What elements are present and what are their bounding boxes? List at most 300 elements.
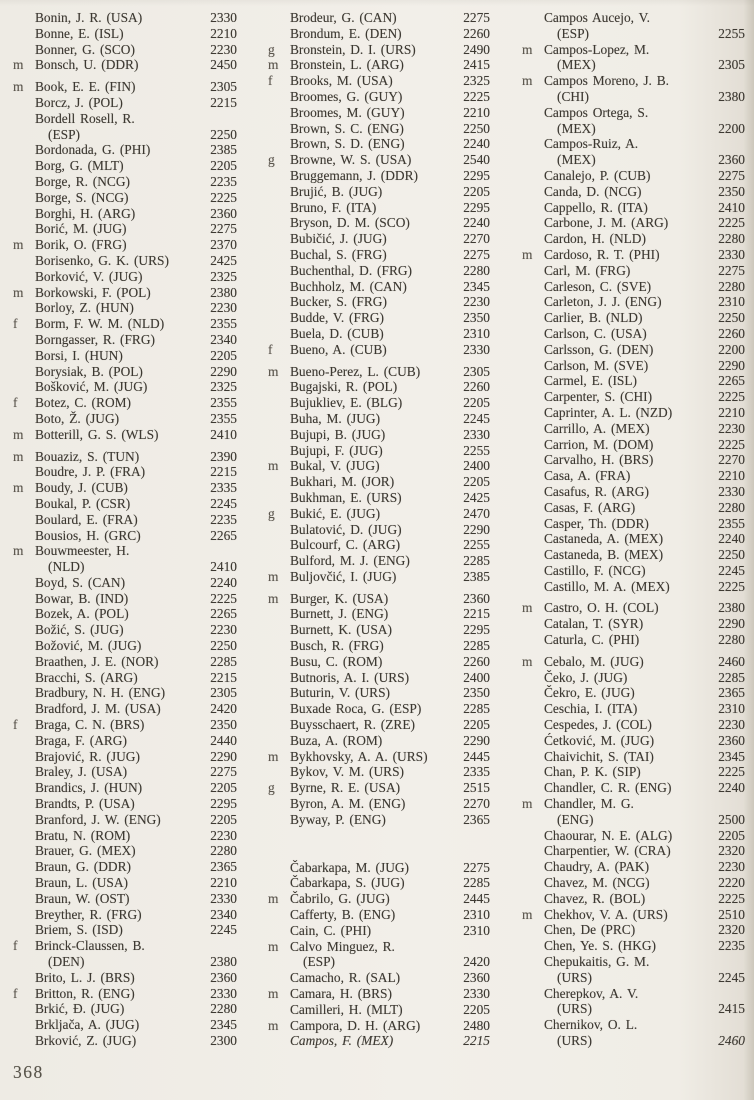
rating-list-entry: [522, 986, 745, 1018]
title-prefix: g: [268, 780, 275, 796]
rating-list-entry: [268, 506, 490, 522]
rating-list-entry: [522, 859, 745, 875]
rating-list-entry: [13, 922, 237, 938]
player-rating: 2250: [210, 638, 237, 654]
rating-list-entry: [268, 247, 490, 263]
player-rating: 2440: [210, 732, 237, 748]
player-name: Braun, W. (OST): [35, 890, 130, 906]
rating-list-entry: [268, 263, 490, 279]
title-prefix: [268, 310, 290, 326]
title-prefix: [13, 158, 35, 174]
rating-list-entry: [13, 670, 237, 686]
player-rating: 2245: [463, 410, 490, 426]
title-prefix: [268, 121, 290, 137]
player-rating: 2365: [463, 811, 490, 827]
player-name: Bratu, N. (ROM): [35, 827, 131, 843]
title-prefix: [13, 364, 35, 380]
player-rating: 2210: [718, 468, 745, 484]
prefix-spacer: [268, 954, 290, 970]
title-prefix: [268, 105, 290, 121]
rating-list-entry: [13, 986, 237, 1002]
player-name: Cherepkov, A. V.: [544, 985, 639, 1001]
rating-list-entry: [13, 221, 237, 237]
player-rating: 2445: [463, 891, 490, 907]
rating-list-entry: [522, 764, 745, 780]
player-name: Bouaziz, S. (TUN): [35, 448, 140, 464]
player-name: Chandler, M. G.: [544, 796, 634, 812]
player-name: Britton, R. (ENG): [35, 985, 135, 1001]
rating-list-entry: [13, 253, 237, 269]
player-rating: 2230: [210, 300, 237, 316]
player-name: Brujić, B. (JUG): [290, 183, 383, 199]
player-name: Chernikov, O. L.: [544, 1017, 638, 1033]
player-name: Buljovčić, I. (JUG): [290, 568, 397, 584]
rating-list-entry: [522, 616, 745, 632]
player-rating: 2230: [718, 717, 745, 733]
rating-list-entry: [522, 294, 745, 310]
rating-list-entry: [522, 468, 745, 484]
prefix-spacer: [522, 1001, 544, 1017]
player-federation: (DEN): [48, 954, 85, 970]
player-name: Bujukliev, E. (BLG): [290, 395, 403, 411]
player-rating: 2265: [210, 606, 237, 622]
player-name: Bukić, E. (JUG): [290, 505, 381, 521]
player-name: Campos Ortega, S.: [544, 104, 649, 120]
player-rating: 2255: [463, 537, 490, 553]
rating-list-entry: [268, 42, 490, 58]
player-name: Carlson, C. (USA): [544, 325, 647, 341]
player-rating: 2460: [718, 653, 745, 669]
title-prefix: f: [13, 717, 18, 733]
player-name: Bouwmeester, H.: [35, 543, 130, 559]
player-name: Campora, D. H. (ARG): [290, 1017, 421, 1033]
player-rating: 2270: [463, 231, 490, 247]
rating-list-entry: [522, 938, 745, 954]
player-rating: 2285: [463, 875, 490, 891]
player-name: Bonne, E. (ISL): [35, 25, 124, 41]
player-rating: 2380: [718, 600, 745, 616]
title-prefix: [522, 105, 544, 121]
rating-list-entry: [522, 563, 745, 579]
player-rating: 2310: [463, 325, 490, 341]
title-prefix: [268, 443, 290, 459]
player-rating: 2230: [463, 294, 490, 310]
player-name: Božić, S. (JUG): [35, 622, 124, 638]
rating-list-entry: [13, 907, 237, 923]
title-prefix: m: [13, 448, 24, 464]
player-rating: 2270: [463, 796, 490, 812]
title-prefix: [13, 622, 35, 638]
rating-list-entry: [268, 591, 490, 607]
title-prefix: [522, 579, 544, 595]
player-name: Borg, G. (MLT): [35, 158, 124, 174]
player-name: Busch, R. (FRG): [290, 638, 384, 654]
title-prefix: [13, 780, 35, 796]
title-prefix: [522, 373, 544, 389]
rating-list-entry: [13, 285, 237, 301]
title-prefix: m: [522, 73, 533, 89]
title-prefix: f: [13, 395, 18, 411]
rating-list-entry: [13, 10, 237, 26]
title-prefix: [522, 922, 544, 938]
rating-list-entry: [13, 575, 237, 591]
player-rating: 2230: [210, 41, 237, 57]
player-rating: 2390: [210, 448, 237, 464]
title-prefix: [268, 200, 290, 216]
title-prefix: [268, 606, 290, 622]
title-prefix: m: [268, 986, 279, 1002]
title-prefix: [13, 174, 35, 190]
rating-list-entry: [268, 474, 490, 490]
player-rating: 2480: [463, 1017, 490, 1033]
player-name: Braga, F. (ARG): [35, 732, 127, 748]
player-name: Carpenter, S. (CHI): [544, 389, 653, 405]
player-rating: 2425: [210, 252, 237, 268]
player-rating: 2300: [210, 1033, 237, 1048]
title-prefix: [522, 484, 544, 500]
player-rating: 2295: [463, 199, 490, 215]
player-rating: 2220: [718, 875, 745, 891]
player-rating: 2205: [463, 717, 490, 733]
rating-list-entry: [13, 859, 237, 875]
rating-list-entry: [522, 516, 745, 532]
player-name: Carlier, B. (NLD): [544, 310, 643, 326]
player-rating: 2205: [463, 474, 490, 490]
player-name: Campos Moreno, J. B.: [544, 73, 670, 89]
title-prefix: [522, 986, 544, 1002]
rating-list-entry: [268, 342, 490, 358]
player-name: Ceschia, I. (ITA): [544, 701, 638, 717]
title-prefix: [268, 860, 290, 876]
rating-list-entry: [268, 875, 490, 891]
player-name: Bradbury, N. H. (ENG): [35, 685, 166, 701]
player-rating: 2335: [463, 764, 490, 780]
player-rating: 2290: [210, 363, 237, 379]
player-name: Casas, F. (ARG): [544, 499, 636, 515]
player-name: Borge, S. (NCG): [35, 189, 129, 205]
title-prefix: [13, 1033, 35, 1049]
player-rating: 2470: [463, 505, 490, 521]
player-rating: 2250: [718, 547, 745, 563]
title-prefix: [13, 764, 35, 780]
title-prefix: [522, 717, 544, 733]
player-name: Charpentier, W. (CRA): [544, 843, 671, 859]
title-prefix: [268, 294, 290, 310]
rating-list-entry: [13, 190, 237, 206]
player-name: Bykov, V. M. (URS): [290, 764, 405, 780]
title-prefix: [13, 970, 35, 986]
player-rating: 2345: [463, 278, 490, 294]
title-prefix: [522, 168, 544, 184]
title-prefix: [268, 10, 290, 26]
title-prefix: [522, 468, 544, 484]
title-prefix: [13, 733, 35, 749]
player-rating: 2275: [463, 859, 490, 875]
title-prefix: m: [13, 79, 24, 95]
title-prefix: [268, 764, 290, 780]
player-rating: 2245: [210, 922, 237, 938]
rating-list-entry: [268, 310, 490, 326]
title-prefix: [522, 358, 544, 374]
player-name: Bukal, V. (JUG): [290, 458, 380, 474]
rating-list-entry: [268, 105, 490, 121]
rating-list-entry: [522, 358, 745, 374]
player-federation: (MEX): [557, 120, 596, 136]
player-rating: 2330: [463, 426, 490, 442]
title-prefix: [13, 111, 35, 127]
player-rating: 2490: [463, 41, 490, 57]
rating-list-column-2: [268, 10, 490, 1049]
player-rating: 2325: [463, 73, 490, 89]
player-name: Casafus, R. (ARG): [544, 483, 649, 499]
player-name: Calvo Minguez, R.: [290, 938, 395, 954]
title-prefix: [522, 421, 544, 437]
player-rating: 2385: [210, 142, 237, 158]
player-name: Borkowski, F. (POL): [35, 284, 151, 300]
rating-list-entry: [268, 606, 490, 622]
title-prefix: [13, 907, 35, 923]
player-rating: 2420: [210, 701, 237, 717]
player-name: Bykhovsky, A. A. (URS): [290, 748, 428, 764]
title-prefix: [13, 10, 35, 26]
player-name: Book, E. E. (FIN): [35, 79, 136, 95]
title-prefix: [268, 638, 290, 654]
rating-list-entry: [268, 490, 490, 506]
title-prefix: [13, 891, 35, 907]
rating-list-entry: [522, 310, 745, 326]
title-prefix: [268, 215, 290, 231]
rating-list-entry: [13, 480, 237, 496]
title-prefix: [268, 733, 290, 749]
rating-list-entry: [13, 701, 237, 717]
player-name: Brkić, Đ. (JUG): [35, 1001, 125, 1017]
player-rating: 2215: [210, 464, 237, 480]
title-prefix: [268, 263, 290, 279]
player-rating: 2215: [463, 606, 490, 622]
rating-list-entry: [522, 105, 745, 137]
title-prefix: [522, 859, 544, 875]
title-prefix: m: [13, 543, 24, 559]
title-prefix: [13, 512, 35, 528]
title-prefix: [268, 279, 290, 295]
player-rating: 2275: [718, 167, 745, 183]
prefix-spacer: [13, 954, 35, 970]
title-prefix: g: [268, 152, 275, 168]
rating-list-entry: [268, 733, 490, 749]
rating-list-entry: [522, 484, 745, 500]
player-rating: 2245: [718, 969, 745, 985]
player-rating: 2330: [463, 341, 490, 357]
player-rating: 2540: [463, 152, 490, 168]
rating-list-entry: [268, 294, 490, 310]
rating-list-entry: [268, 1033, 490, 1049]
player-rating: 2235: [210, 173, 237, 189]
rating-list-entry: [13, 875, 237, 891]
prefix-spacer: [522, 121, 544, 137]
rating-list-entry: [268, 73, 490, 89]
title-prefix: [268, 168, 290, 184]
title-prefix: [13, 575, 35, 591]
player-name: Breyther, R. (FRG): [35, 906, 142, 922]
title-prefix: f: [13, 938, 18, 954]
player-name: Braun, G. (DDR): [35, 859, 131, 875]
player-name: Brandts, P. (USA): [35, 796, 135, 812]
player-rating: 2380: [210, 284, 237, 300]
title-prefix: m: [522, 796, 533, 812]
player-name: Chekhov, V. A. (URS): [544, 906, 668, 922]
player-rating: 2275: [463, 10, 490, 25]
rating-list-entry: [13, 1017, 237, 1033]
player-rating: 2230: [210, 827, 237, 843]
rating-list-entry: [13, 591, 237, 607]
title-prefix: m: [268, 590, 279, 606]
rating-list-entry: [522, 215, 745, 231]
player-name: Čabarkapa, S. (JUG): [290, 875, 405, 891]
title-prefix: m: [13, 480, 24, 496]
player-rating: 2260: [463, 25, 490, 41]
prefix-spacer: [522, 1033, 544, 1049]
title-prefix: [13, 828, 35, 844]
player-rating: 2280: [210, 843, 237, 859]
rating-list-entry: [268, 10, 490, 26]
player-name: Brown, S. C. (ENG): [290, 120, 404, 136]
title-prefix: [268, 717, 290, 733]
rating-list-entry: [522, 10, 745, 42]
title-prefix: [522, 500, 544, 516]
rating-list-entry: [522, 373, 745, 389]
player-name: Borsi, I. (HUN): [35, 347, 123, 363]
title-prefix: [268, 184, 290, 200]
title-prefix: [13, 26, 35, 42]
title-prefix: [522, 875, 544, 891]
title-prefix: [13, 42, 35, 58]
player-name: Bordell Rosell, R.: [35, 110, 135, 126]
player-name: Borge, R. (NCG): [35, 173, 130, 189]
player-name: Chen, De (PRC): [544, 922, 636, 938]
rating-list-entry: [522, 600, 745, 616]
player-name: Buela, D. (CUB): [290, 325, 384, 341]
player-name: Cappello, R. (ITA): [544, 199, 648, 215]
title-prefix: [13, 379, 35, 395]
rating-list-entry: [268, 537, 490, 553]
player-rating: 2290: [463, 732, 490, 748]
player-name: Bucker, S. (FRG): [290, 294, 387, 310]
rating-list-entry: [13, 42, 237, 58]
rating-list-entry: [13, 411, 237, 427]
player-name: Carrillo, A. (MEX): [544, 420, 650, 436]
player-rating: 2275: [210, 764, 237, 780]
player-name: Chandler, C. R. (ENG): [544, 780, 672, 796]
player-name: Byron, A. M. (ENG): [290, 796, 406, 812]
rating-list-entry: [268, 923, 490, 939]
player-name: Carlson, M. (SVE): [544, 357, 649, 373]
page-number: 368: [13, 1062, 44, 1082]
player-rating: 2205: [210, 811, 237, 827]
title-prefix: f: [13, 316, 18, 332]
player-name: Borm, F. W. M. (NLD): [35, 316, 165, 332]
title-prefix: [522, 632, 544, 648]
player-name: Bruno, F. (ITA): [290, 199, 377, 215]
player-rating: 2295: [463, 622, 490, 638]
player-rating: 2330: [718, 483, 745, 499]
player-rating: 2285: [210, 653, 237, 669]
rating-list-entry: [13, 496, 237, 512]
rating-list-entry: [522, 685, 745, 701]
player-rating: 2230: [210, 622, 237, 638]
rating-list-entry: [13, 543, 237, 575]
title-prefix: [522, 749, 544, 765]
rating-list-entry: [13, 843, 237, 859]
player-name: Canda, D. (NCG): [544, 183, 642, 199]
title-prefix: [13, 1001, 35, 1017]
rating-list-entry: [522, 200, 745, 216]
player-name: Buturin, V. (URS): [290, 685, 390, 701]
rating-list-entry: [268, 638, 490, 654]
title-prefix: [522, 701, 544, 717]
rating-list-entry: [522, 42, 745, 74]
rating-list-entry: [13, 1001, 237, 1017]
player-rating: 2360: [210, 969, 237, 985]
player-rating: 2410: [210, 426, 237, 442]
player-rating: 2355: [210, 316, 237, 332]
player-rating: 2260: [463, 379, 490, 395]
player-rating: 2240: [718, 780, 745, 796]
player-rating: 2280: [718, 231, 745, 247]
player-name: Botterill, G. S. (WLS): [35, 426, 159, 442]
title-prefix: [13, 221, 35, 237]
player-rating: 2420: [463, 954, 490, 970]
player-rating: 2500: [718, 811, 745, 827]
player-name: Brauer, G. (MEX): [35, 843, 136, 859]
player-name: Bronstein, D. I. (URS): [290, 41, 416, 57]
player-name: Carleson, C. (SVE): [544, 278, 652, 294]
title-prefix: m: [13, 284, 24, 300]
title-prefix: [522, 200, 544, 216]
rating-list-entry: [268, 654, 490, 670]
rating-list-entry: [522, 531, 745, 547]
player-name: Chaivichit, S. (TAI): [544, 748, 654, 764]
title-prefix: [522, 531, 544, 547]
rating-list-entry: [522, 875, 745, 891]
player-rating: 2205: [463, 395, 490, 411]
title-prefix: [522, 547, 544, 563]
player-name: Bueno-Perez, L. (CUB): [290, 363, 421, 379]
title-prefix: [13, 749, 35, 765]
rating-list-entry: [268, 764, 490, 780]
rating-list-entry: [13, 269, 237, 285]
player-name: Busu, C. (ROM): [290, 653, 383, 669]
player-rating: 2340: [210, 906, 237, 922]
player-rating: 2285: [463, 553, 490, 569]
player-name: Chaourar, N. E. (ALG): [544, 827, 673, 843]
rating-list-entry: [13, 379, 237, 395]
player-rating: 2280: [718, 499, 745, 515]
player-name: Brković, Z. (JUG): [35, 1033, 137, 1048]
player-federation: (ESP): [48, 126, 80, 142]
player-federation: (URS): [557, 1001, 592, 1017]
title-prefix: [13, 796, 35, 812]
rating-list-entry: [522, 500, 745, 516]
player-name: Carrion, M. (DOM): [544, 436, 654, 452]
player-rating: 2215: [210, 669, 237, 685]
title-prefix: [13, 332, 35, 348]
player-rating: 2285: [463, 638, 490, 654]
player-name: Boulard, E. (FRA): [35, 511, 138, 527]
player-name: Catalan, T. (SYR): [544, 616, 644, 632]
prefix-spacer: [522, 26, 544, 42]
rating-list-entry: [13, 95, 237, 111]
title-prefix: [522, 405, 544, 421]
